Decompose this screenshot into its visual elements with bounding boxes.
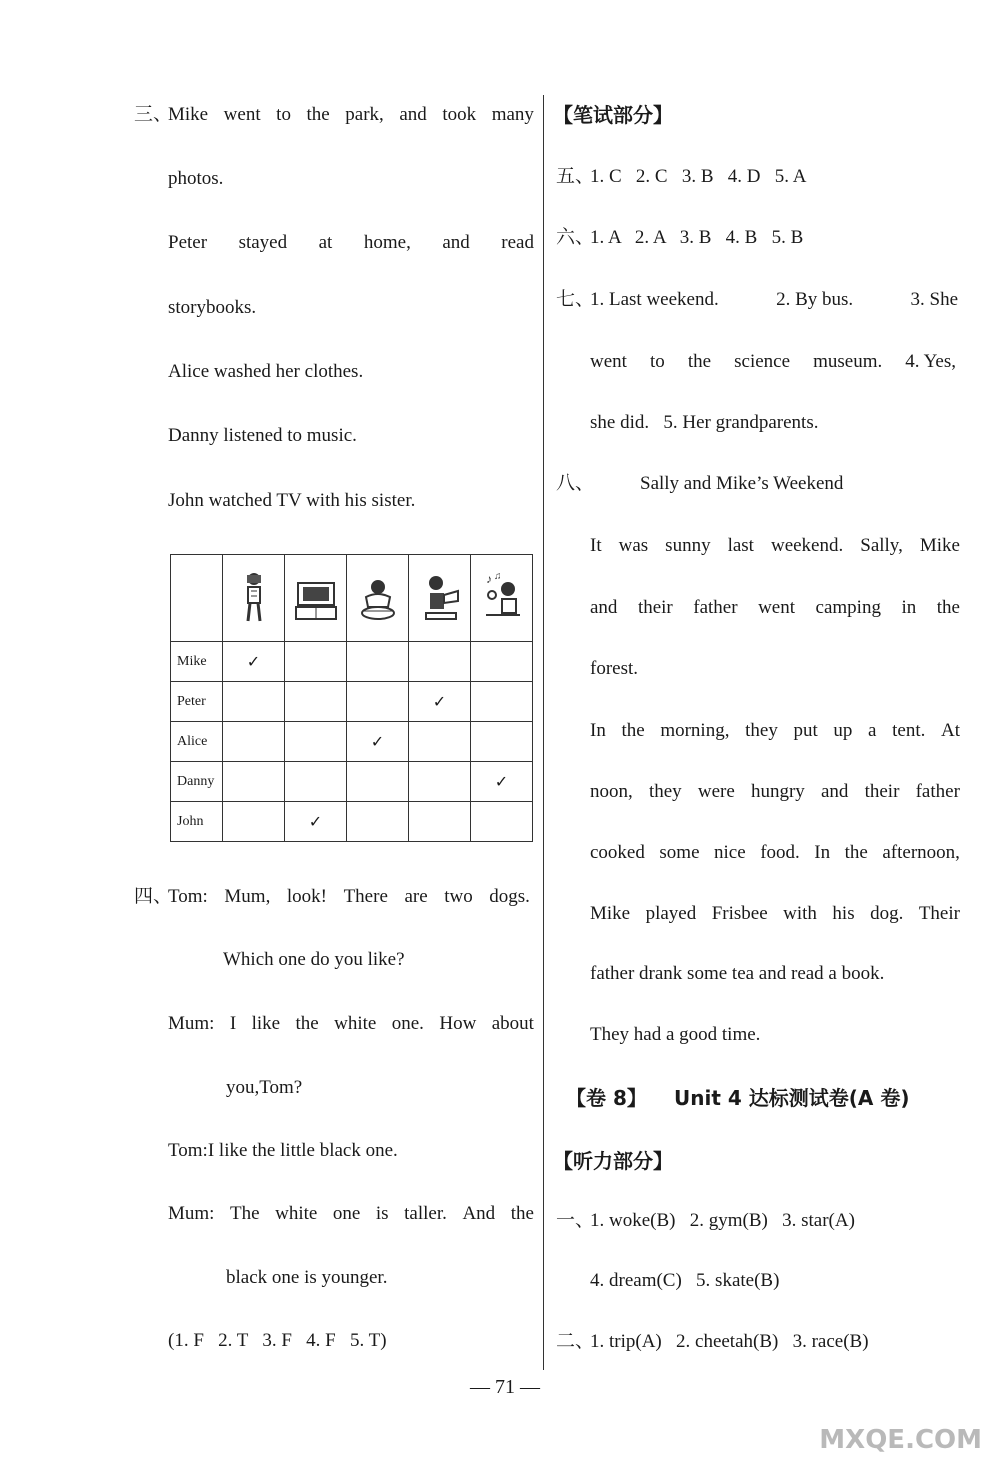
s8-p2-line-3 xyxy=(590,841,960,865)
word: 1. Last weekend. xyxy=(590,289,719,310)
table-row xyxy=(171,642,533,682)
word: his xyxy=(832,903,855,924)
check-cell xyxy=(285,642,347,682)
row-name: Danny xyxy=(171,762,223,802)
s5-answers: 1. C 2. C 3. B 4. D 5. A xyxy=(590,166,807,187)
word: park, xyxy=(345,104,384,125)
section-6-number: 六、 xyxy=(556,227,595,248)
word: food. xyxy=(760,842,800,863)
s8-p1-line-1 xyxy=(590,534,960,558)
word: went xyxy=(590,351,627,372)
word: At xyxy=(941,720,960,741)
word: Frisbee xyxy=(711,903,768,924)
s1-line-1: 1. woke(B) 2. gym(B) 3. star(A) xyxy=(590,1210,855,1231)
check-cell: ✓ xyxy=(409,682,471,722)
word: Peter xyxy=(168,232,208,253)
s8-title: Sally and Mike’s Weekend xyxy=(640,473,844,494)
table-row xyxy=(171,762,533,802)
check-cell xyxy=(223,762,285,802)
word: are xyxy=(404,886,428,907)
s3-line-4: storybooks. xyxy=(168,297,257,318)
word: sunny xyxy=(665,535,711,556)
section-1-number: 一、 xyxy=(556,1210,595,1231)
s4-line-6 xyxy=(168,1202,534,1226)
word: the xyxy=(306,104,330,125)
music-kid-icon xyxy=(471,555,533,642)
check-cell xyxy=(223,722,285,762)
check-cell xyxy=(285,722,347,762)
word: their xyxy=(637,597,673,618)
s3-line-7: John watched TV with his sister. xyxy=(168,490,416,511)
word: dogs. xyxy=(489,886,530,907)
table-row xyxy=(171,682,533,722)
word: went xyxy=(223,104,261,125)
word: one. xyxy=(391,1013,424,1034)
row-name: Alice xyxy=(171,722,223,762)
site-watermark: MXQE.COM xyxy=(819,1425,982,1455)
word: weekend. xyxy=(770,535,844,556)
word: were xyxy=(697,781,735,802)
s3-line-3 xyxy=(168,231,534,255)
word: with xyxy=(783,903,817,924)
check-cell xyxy=(409,762,471,802)
s4-line-4: you,Tom? xyxy=(226,1077,303,1098)
check-cell xyxy=(223,802,285,842)
check-cell: ✓ xyxy=(347,722,409,762)
word: read xyxy=(501,232,534,253)
check-cell xyxy=(471,802,533,842)
check-cell xyxy=(471,642,533,682)
check-cell xyxy=(347,802,409,842)
word: I xyxy=(229,1013,237,1034)
check-cell xyxy=(347,642,409,682)
check-cell xyxy=(223,682,285,722)
row-name: John xyxy=(171,802,223,842)
word: There xyxy=(343,886,388,907)
word: the xyxy=(510,1203,534,1224)
section-2-number: 二、 xyxy=(556,1331,595,1352)
word: Mike xyxy=(590,903,631,924)
reading-kid-icon xyxy=(409,555,471,642)
word: the xyxy=(844,842,868,863)
word: 2. By bus. xyxy=(776,289,854,310)
s7-line-3: she did. 5. Her grandparents. xyxy=(590,412,819,433)
s4-line-5: Tom:I like the little black one. xyxy=(168,1140,398,1161)
word: morning, xyxy=(660,720,730,741)
row-name: Peter xyxy=(171,682,223,722)
word: Mum, xyxy=(224,886,271,907)
word: In xyxy=(814,842,831,863)
word: some xyxy=(659,842,700,863)
written-part-heading: 【笔试部分】 xyxy=(553,103,673,127)
paper-8-title: Unit 4 达标测试卷(A 卷) xyxy=(674,1086,910,1110)
word: white xyxy=(334,1013,377,1034)
listening-part-heading: 【听力部分】 xyxy=(553,1149,673,1173)
s8-p2-line-6: They had a good time. xyxy=(590,1024,761,1045)
svg-text:♪: ♪ xyxy=(485,571,492,586)
check-cell: ✓ xyxy=(471,762,533,802)
word: their xyxy=(864,781,900,802)
word: tent. xyxy=(892,720,926,741)
s8-p2-line-5: father drank some tea and read a book. xyxy=(590,963,885,984)
word: noon, xyxy=(590,781,633,802)
section-5-number: 五、 xyxy=(556,166,595,187)
word: Mum: xyxy=(168,1203,215,1224)
paper-8-tag: 【卷 8】 xyxy=(566,1086,647,1110)
word: about xyxy=(491,1013,534,1034)
word: a xyxy=(868,720,877,741)
camera-kid-icon xyxy=(223,555,285,642)
table-corner xyxy=(171,555,223,642)
word: afternoon, xyxy=(882,842,960,863)
word: in xyxy=(901,597,917,618)
word: science xyxy=(734,351,791,372)
word: museum. xyxy=(813,351,883,372)
word: took xyxy=(442,104,477,125)
table-row xyxy=(171,802,533,842)
check-cell xyxy=(285,762,347,802)
word: hungry xyxy=(750,781,805,802)
word: at xyxy=(318,232,333,253)
word: And xyxy=(462,1203,496,1224)
s4-line-3 xyxy=(168,1012,534,1036)
section-8-number: 八、 xyxy=(556,473,595,494)
washing-clothes-icon xyxy=(347,555,409,642)
s8-p1-line-2 xyxy=(590,596,960,620)
word: The xyxy=(230,1203,260,1224)
word: camping xyxy=(815,597,881,618)
check-cell xyxy=(409,642,471,682)
word: stayed xyxy=(238,232,288,253)
s3-line-5: Alice washed her clothes. xyxy=(168,361,364,382)
s8-p1-line-3: forest. xyxy=(590,658,639,679)
word: look! xyxy=(286,886,328,907)
check-cell xyxy=(471,722,533,762)
word: up xyxy=(833,720,853,741)
check-cell xyxy=(347,682,409,722)
svg-text:♫: ♫ xyxy=(493,570,501,582)
word: the xyxy=(295,1013,319,1034)
word: home, xyxy=(363,232,411,253)
word: Sally, xyxy=(860,535,903,556)
s7-line-2 xyxy=(590,350,956,374)
word: and xyxy=(590,597,618,618)
word: Mike xyxy=(168,104,209,125)
word: Tom: xyxy=(168,886,208,907)
word: taller. xyxy=(404,1203,447,1224)
word: 3. She xyxy=(910,289,958,310)
check-cell xyxy=(409,722,471,762)
check-cell xyxy=(285,682,347,722)
s1-line-2: 4. dream(C) 5. skate(B) xyxy=(590,1270,780,1291)
word: to xyxy=(276,104,291,125)
word: Mike xyxy=(919,535,960,556)
word: cooked xyxy=(590,842,645,863)
section-3-number: 三、 xyxy=(134,104,173,125)
check-cell xyxy=(471,682,533,722)
s4-line-7: black one is younger. xyxy=(226,1267,388,1288)
word: put xyxy=(793,720,818,741)
word: and xyxy=(442,232,470,253)
word: like xyxy=(251,1013,281,1034)
check-cell xyxy=(347,762,409,802)
word: Mum: xyxy=(168,1013,215,1034)
word: is xyxy=(375,1203,389,1224)
s4-line-1 xyxy=(168,885,530,909)
column-divider xyxy=(543,95,544,1370)
table-row xyxy=(171,722,533,762)
word: and xyxy=(820,781,849,802)
s8-p2-line-4 xyxy=(590,902,960,926)
word: father xyxy=(915,781,960,802)
word: How xyxy=(439,1013,477,1034)
word: father xyxy=(693,597,738,618)
word: they xyxy=(648,781,682,802)
check-cell xyxy=(409,802,471,842)
s7-line-1 xyxy=(590,288,958,312)
section-4-number: 四、 xyxy=(134,886,173,907)
section-7-number: 七、 xyxy=(556,289,595,310)
word: dog. xyxy=(870,903,904,924)
s4-answers: (1. F 2. T 3. F 4. F 5. T) xyxy=(168,1330,387,1351)
s3-line-6: Danny listened to music. xyxy=(168,425,357,446)
word: 4. Yes, xyxy=(905,351,956,372)
word: and xyxy=(399,104,427,125)
s2-line-1: 1. trip(A) 2. cheetah(B) 3. race(B) xyxy=(590,1331,869,1352)
activity-table xyxy=(170,554,533,842)
check-cell: ✓ xyxy=(285,802,347,842)
word: went xyxy=(758,597,796,618)
word: the xyxy=(621,720,645,741)
word: the xyxy=(936,597,960,618)
tv-icon xyxy=(285,555,347,642)
word: last xyxy=(727,535,754,556)
word: to xyxy=(650,351,665,372)
word: In xyxy=(590,720,606,741)
s8-p2-line-1 xyxy=(590,719,960,743)
word: white xyxy=(275,1203,318,1224)
word: they xyxy=(745,720,778,741)
s3-line-2: photos. xyxy=(168,168,224,189)
word: was xyxy=(618,535,649,556)
s4-line-2: Which one do you like? xyxy=(223,949,405,970)
word: one xyxy=(332,1203,361,1224)
row-name: Mike xyxy=(171,642,223,682)
word: It xyxy=(590,535,602,556)
word: nice xyxy=(714,842,746,863)
word: many xyxy=(491,104,534,125)
word: two xyxy=(444,886,473,907)
page-number: — 71 — xyxy=(470,1376,540,1398)
word: played xyxy=(645,903,697,924)
word: the xyxy=(687,351,712,372)
check-cell: ✓ xyxy=(223,642,285,682)
s3-line-1 xyxy=(168,103,534,127)
word: Their xyxy=(918,903,960,924)
s6-answers: 1. A 2. A 3. B 4. B 5. B xyxy=(590,227,804,248)
s8-p2-line-2 xyxy=(590,780,960,804)
